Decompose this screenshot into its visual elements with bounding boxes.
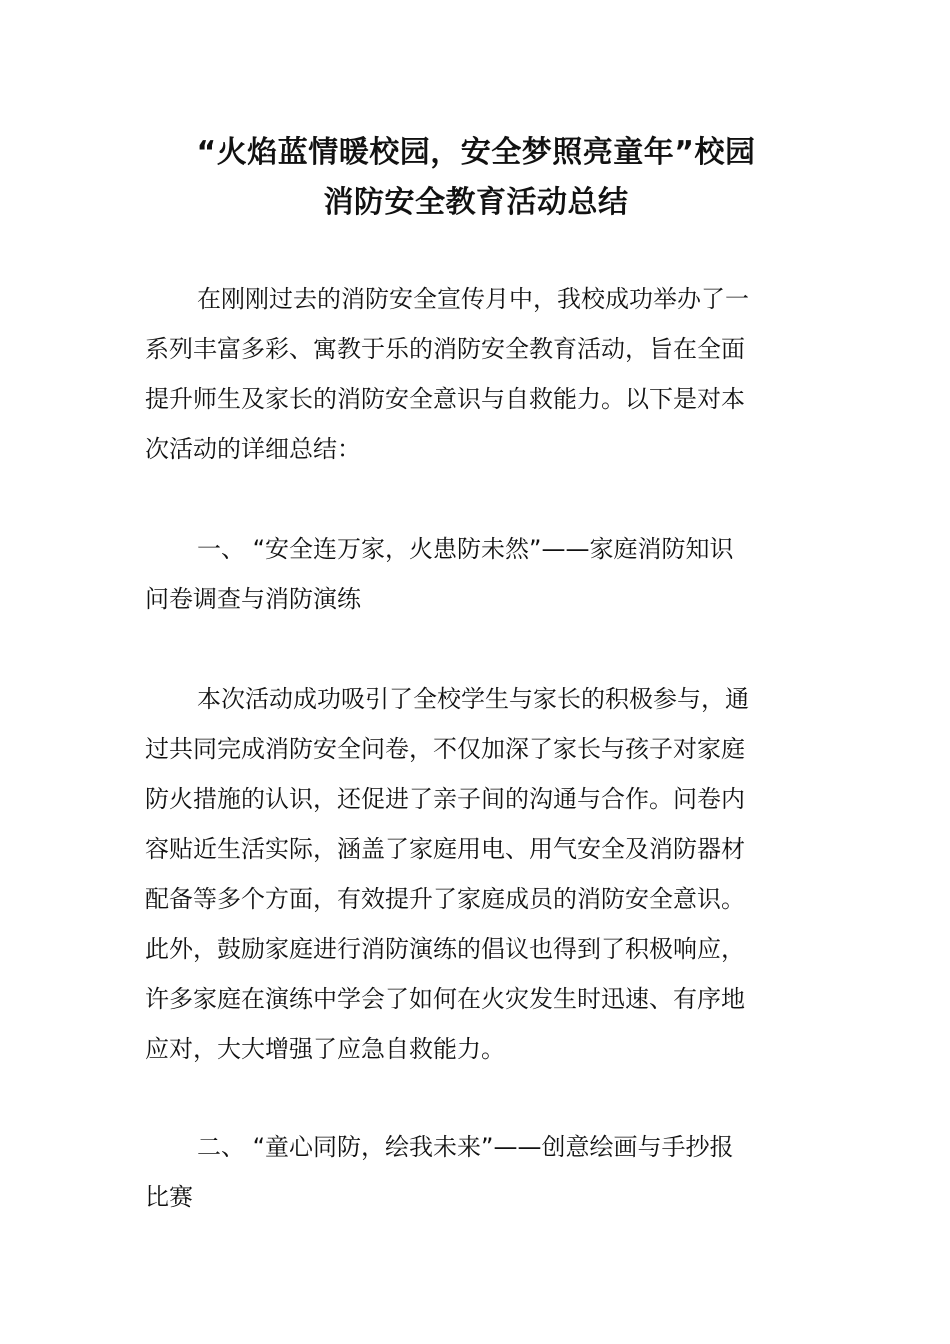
paragraph-line: 过共同完成消防安全问卷，不仅加深了家长与孩子对家庭 [145,735,745,763]
section-1-heading [145,524,807,624]
paragraph-line: 此外，鼓励家庭进行消防演练的倡议也得到了积极响应， [145,935,745,963]
title-line: 消防安全教育活动总结 [323,185,629,220]
paragraph-line: 防火措施的认识，还促进了亲子间的沟通与合作。问卷内 [145,785,745,813]
section-1-body [145,674,807,1074]
title-line: “火焰蓝情暖校园，安全梦照亮童年”校园 [196,135,756,170]
paragraph-line: 许多家庭在演练中学会了如何在火灾发生时迅速、有序地 [145,985,745,1013]
paragraph-line: 容贴近生活实际，涵盖了家庭用电、用气安全及消防器材 [145,835,745,863]
section-2-heading [145,1122,807,1222]
paragraph-line: 提升师生及家长的消防安全意识与自救能力。以下是对本 [145,385,745,413]
heading-line: 二、 “童心同防，绘我未来”——创意绘画与手抄报 [197,1133,734,1161]
heading-line: 一、 “安全连万家，火患防未然”——家庭消防知识 [197,535,734,563]
paragraph-line: 在刚刚过去的消防安全宣传月中，我校成功举办了一 [197,285,749,313]
paragraph-line: 配备等多个方面，有效提升了家庭成员的消防安全意识。 [145,885,745,913]
intro-paragraph [145,274,807,474]
paragraph-line: 次活动的详细总结： [145,435,361,463]
heading-line: 问卷调查与消防演练 [145,585,361,613]
paragraph-line: 系列丰富多彩、寓教于乐的消防安全教育活动，旨在全面 [145,335,745,363]
document-title [145,128,807,228]
heading-line: 比赛 [145,1183,193,1211]
paragraph-line: 本次活动成功吸引了全校学生与家长的积极参与，通 [197,685,749,713]
paragraph-line: 应对，大大增强了应急自救能力。 [145,1035,505,1063]
